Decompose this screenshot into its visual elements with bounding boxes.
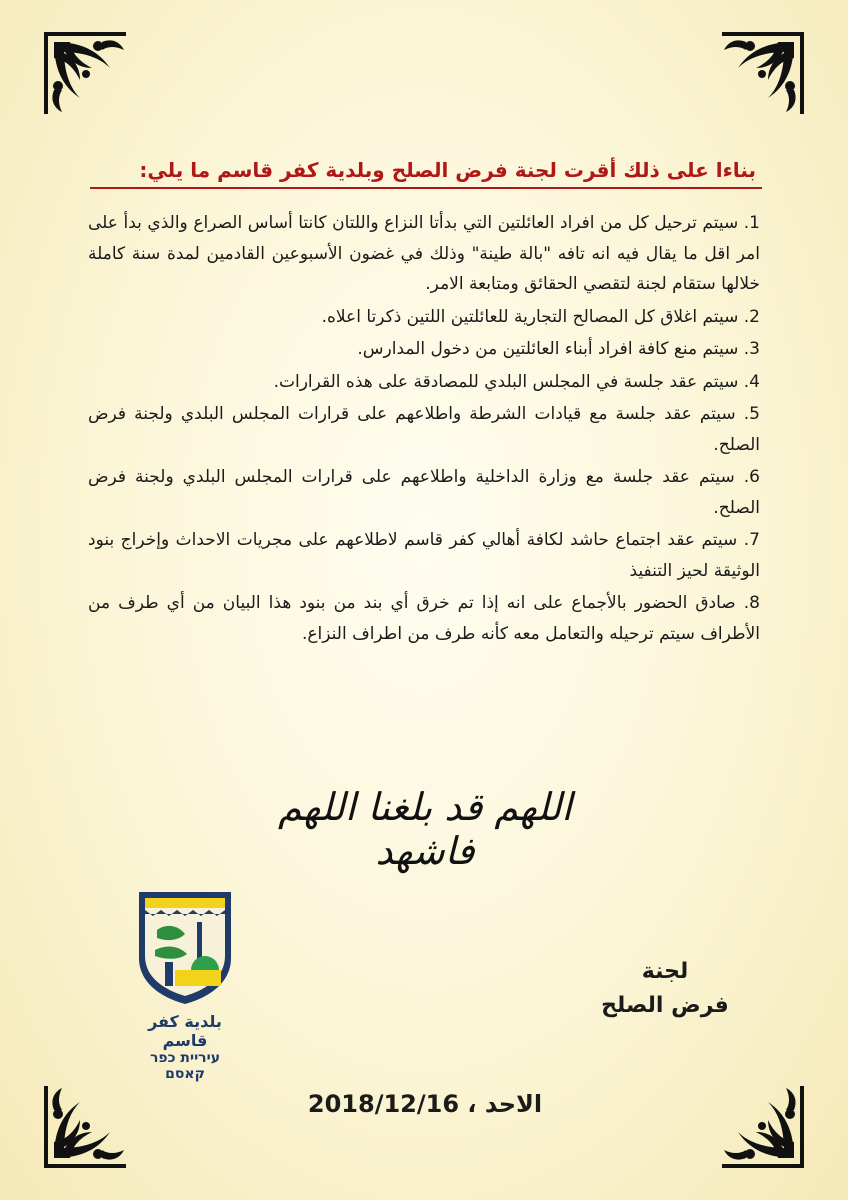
committee-line-1: لجنة [641,959,689,984]
list-item: 5. سيتم عقد جلسة مع قيادات الشرطة واطلاعهم على قرارات المجلس البلدي ولجنة فرض الصلح. [88,404,760,455]
list-item: 7. سيتم عقد اجتماع حاشد لكافة أهالي كفر قاسم لاطلاعهم على مجريات الاحداث وإخراج بنود الوثيقة لحيز التنفيذ [88,530,760,581]
heading-divider [90,187,762,189]
logo-arabic-name: بلدية كفر قاسم [148,1012,222,1050]
list-item: 2. سيتم اغلاق كل المصالح التجارية للعائلتين اللتين ذكرتا اعلاه. [321,306,760,327]
list-item: 4. سيتم عقد جلسة في المجلس البلدي للمصادقة على هذه القرارات. [273,371,760,392]
ornament-corner-icon [718,1082,808,1172]
committee-signature [590,955,740,1023]
page-heading: بناءا على ذلك أقرت لجنة فرض الصلح وبلدية كفر قاسم ما يلي: [139,158,756,182]
closing-prayer: اللهم قد بلغنا اللهم فاشهد [278,785,572,873]
municipality-emblem-icon [135,888,235,1006]
list-item: 8. صادق الحضور بالأجماع على انه إذا تم خرق أي بند من بنود هذا البيان من أي طرف من الأطراف سيتم ترحيله والتعامل معه كأنه طرف من اطراف النزاع. [88,593,760,644]
ornament-corner-icon [718,28,808,118]
list-item: 3. سيتم منع كافة افراد أبناء العائلتين من دخول المدارس. [357,339,760,359]
ornament-corner-icon [40,1082,130,1172]
municipality-logo [130,888,240,1082]
committee-line-2: فرض الصلح [601,993,729,1018]
list-item: 1. سيتم ترحيل كل من افراد العائلتين التي بدأتا النزاع واللتان كانتا أساس الصراع والذي بدأ على امر اقل ما يقال فيه انه تافه "بالة طينة" وذلك في غضون الأسبوعين القادمين لمدة سنة كاملة خلالها ستقام لجنة لتقصي الحقائق ومتابعة الامر. [88,213,760,294]
resolutions-list [88,208,760,651]
list-item: 6. سيتم عقد جلسة مع وزارة الداخلية واطلاعهم على قرارات المجلس البلدي ولجنة فرض الصلح. [88,467,760,518]
logo-hebrew-name: עיריית כפר קאסם [149,1050,221,1082]
ornament-corner-icon [40,28,130,118]
document-date: الاحد ، 2018/12/16 [307,1090,543,1118]
